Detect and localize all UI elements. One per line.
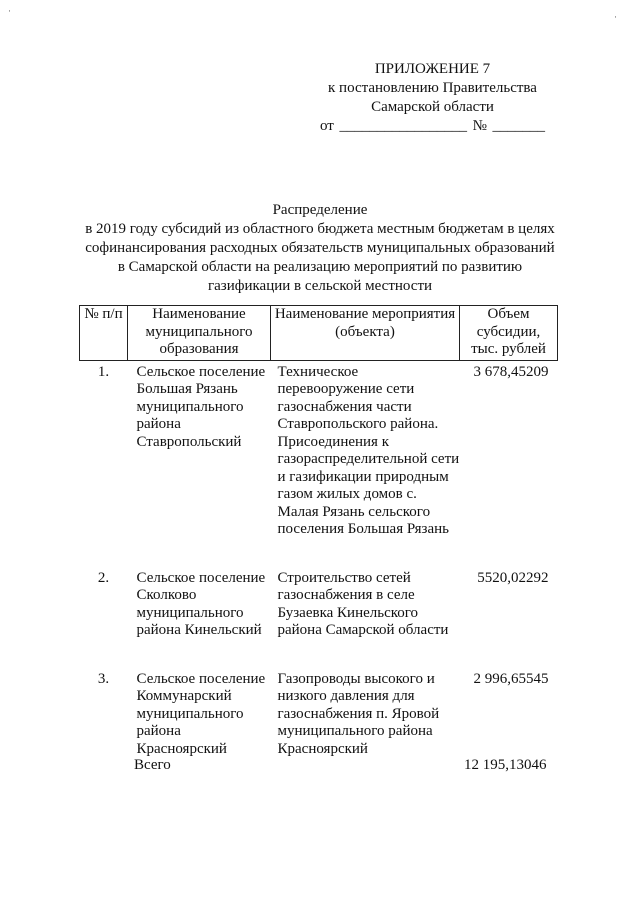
municipality-cell: Сельское поселение Коммунарский муниципального района Красноярский [136, 670, 266, 757]
appendix-line-2: Самарской области [371, 99, 494, 115]
scan-mark: · [614, 12, 617, 22]
activity-cell: Газопроводы высокого и низкого давления для газоснабжения п. Яровой муниципального района Красноярский [277, 670, 440, 757]
column-header-amount: Объем субсидии, тыс. рублей [460, 306, 558, 361]
heading-subtitle-line: газификации в сельской местности [207, 278, 433, 294]
municipality-cell: Сельское поселение Сколково муниципального района Кинельский [136, 569, 266, 638]
table-row [80, 567, 558, 640]
appendix-title: ПРИЛОЖЕНИЕ 7 [374, 61, 491, 77]
heading-title: Распределение [272, 202, 368, 218]
activity-cell: Техническое перевооружение сети газоснабжения части Ставропольского района. Присоединения к газораспределительной сети и газификации природным газом жилых домов с. Малая Рязань сельского поселения Большая Рязань [277, 363, 460, 537]
amount-cell: 3 678,45209 [473, 363, 549, 380]
row-spacer [80, 539, 558, 567]
column-header-number: № п/п [80, 306, 128, 361]
subsidy-table [79, 305, 558, 758]
scan-mark: · [8, 6, 11, 16]
total-value: 12 195,13046 [464, 757, 547, 773]
number-blank: _______ [492, 118, 545, 134]
row-spacer [80, 640, 558, 668]
row-number: 1. [97, 363, 110, 380]
column-header-municipality: Наименование муниципального образования [128, 306, 271, 361]
appendix-signature-line [320, 117, 545, 136]
activity-cell: Строительство сетей газоснабжения в селе Бузаевка Кинельского района Самарской области [277, 569, 449, 638]
amount-cell: 5520,02292 [477, 569, 549, 586]
total-label: Всего [134, 757, 171, 773]
number-prefix: № [472, 118, 487, 134]
appendix-line-1: к постановлению Правительства [328, 80, 537, 96]
heading-subtitle-line: в Самарской области на реализацию мероприятий по развитию [117, 259, 523, 275]
heading-subtitle-line: в 2019 году субсидий из областного бюджета местным бюджетам в целях [85, 221, 555, 237]
table-row [80, 668, 558, 759]
date-blank: _________________ [339, 118, 467, 134]
amount-cell: 2 996,65545 [473, 670, 549, 687]
row-number: 2. [97, 569, 110, 586]
municipality-cell: Сельское поселение Большая Рязань муниципального района Ставропольский [136, 363, 266, 450]
table-header-row [80, 306, 558, 361]
date-prefix: от [320, 118, 334, 134]
appendix-block [320, 60, 545, 136]
table-row [80, 360, 558, 539]
heading-subtitle-line: софинансирования расходных обязательств муниципальных образований [85, 240, 555, 256]
row-number: 3. [97, 670, 110, 687]
column-header-activity: Наименование мероприятия (объекта) [271, 306, 460, 361]
heading-block [70, 201, 570, 296]
